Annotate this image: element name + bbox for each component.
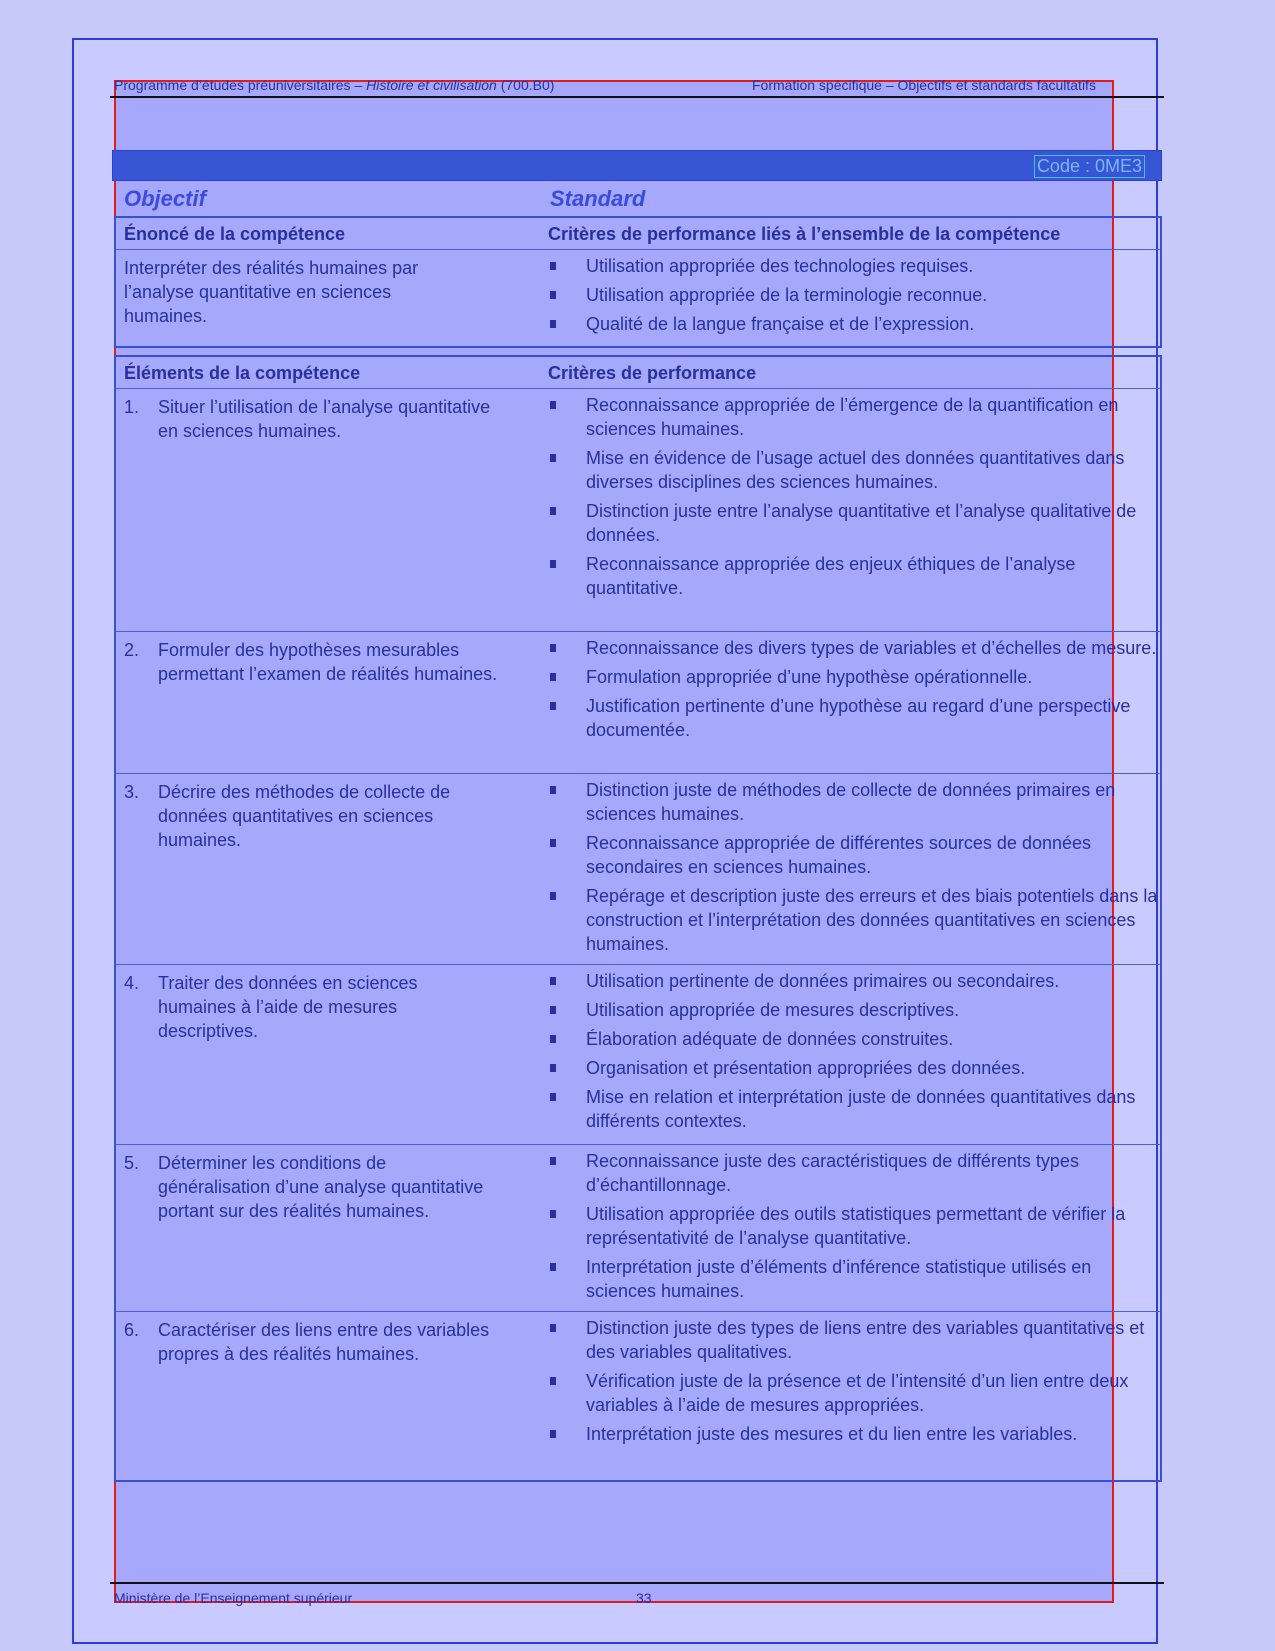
element-criteria — [548, 1316, 1158, 1451]
criterion-item: Utilisation appropriée des outils statistiques permettant de vérifier la représentativité de l’analyse quantitative. — [548, 1202, 1158, 1250]
competence-table — [114, 216, 1162, 348]
element-row — [116, 965, 1160, 1145]
element-number: 2. — [124, 640, 140, 660]
criterion-item: Utilisation appropriée de mesures descriptives. — [548, 998, 1158, 1022]
element-row — [116, 774, 1160, 965]
element-text: Situer l’utilisation de l’analyse quantitative en sciences humaines. — [158, 397, 491, 441]
footer-ministry: Ministère de l’Enseignement supérieur — [114, 1590, 353, 1606]
element-number: 3. — [124, 782, 140, 802]
element-criteria — [548, 969, 1158, 1138]
elements-header-row — [116, 357, 1160, 389]
page-number: 33 — [636, 1590, 652, 1606]
element-criteria — [548, 393, 1158, 605]
criterion-item: Interprétation juste des mesures et du lien entre les variables. — [548, 1422, 1158, 1446]
competence-statement-heading: Énoncé de la compétence — [124, 224, 346, 244]
criterion-item: Mise en évidence de l’usage actuel des données quantitatives dans diverses disciplines des sciences humaines. — [548, 446, 1158, 494]
code-bar — [112, 150, 1162, 181]
competence-row: Interpréter des réalités humaines par l’analyse quantitative en sciences humaines. Utilisation appropriée des technologies requises. Utilisation appropriée de la terminologie reconnue. Qualité de la langue française et de l’expression. — [116, 250, 1160, 346]
competence-header-row — [116, 218, 1160, 250]
criterion-item: Reconnaissance juste des caractéristiques de différents types d’échantillonnage. — [548, 1149, 1158, 1197]
criterion-item: Mise en relation et interprétation juste de données quantitatives dans différents contextes. — [548, 1085, 1158, 1133]
criterion-item: Vérification juste de la présence et de l’intensité d’un lien entre deux variables à l’aide de mesures appropriées. — [548, 1369, 1158, 1417]
criterion-item: Interprétation juste d’éléments d’inférence statistique utilisés en sciences humaines. — [548, 1255, 1158, 1303]
element-row — [116, 632, 1160, 774]
criterion-item: Repérage et description juste des erreurs et des biais potentiels dans la construction et l’interprétation des données quantitatives en sciences humaines. — [548, 884, 1158, 956]
criterion-item: Distinction juste des types de liens entre des variables quantitatives et des variables qualitatives. — [548, 1316, 1158, 1364]
criterion-item: Qualité de la langue française et de l’expression. — [548, 312, 1158, 336]
criterion-item: Distinction juste de méthodes de collecte de données primaires en sciences humaines. — [548, 778, 1158, 826]
criterion-item: Justification pertinente d’une hypothèse au regard d’une perspective documentée. — [548, 694, 1158, 742]
element-text: Décrire des méthodes de collecte de données quantitatives en sciences humaines. — [158, 782, 451, 850]
objective-title: Objectif — [124, 186, 206, 211]
criterion-item: Distinction juste entre l’analyse quantitative et l’analyse qualitative de données. — [548, 499, 1158, 547]
elements-heading: Éléments de la compétence — [124, 363, 361, 383]
competency-code: Code : 0ME3 — [1034, 155, 1145, 178]
standard-title: Standard — [550, 186, 646, 211]
running-header-right: Formation spécifique – Objectifs et standards facultatifs — [752, 77, 1096, 93]
criterion-item: Reconnaissance appropriée des enjeux éthiques de l’analyse quantitative. — [548, 552, 1158, 600]
element-text: Formuler des hypothèses mesurables permettant l’examen de réalités humaines. — [158, 640, 498, 684]
element-number: 5. — [124, 1153, 140, 1173]
element-number: 1. — [124, 397, 140, 417]
element-row — [116, 1145, 1160, 1312]
element-criteria — [548, 636, 1158, 747]
criterion-item: Utilisation appropriée des technologies requises. — [548, 254, 1158, 278]
criterion-item: Élaboration adéquate de données construites. — [548, 1027, 1158, 1051]
element-number: 6. — [124, 1320, 140, 1340]
criterion-item: Formulation appropriée d’une hypothèse opérationnelle. — [548, 665, 1158, 689]
element-text: Déterminer les conditions de généralisation d’une analyse quantitative portant sur des réalités humaines. — [158, 1153, 484, 1221]
element-text: Caractériser des liens entre des variables propres à des réalités humaines. — [158, 1320, 490, 1364]
competence-criteria-heading: Critères de performance liés à l’ensemble de la compétence — [548, 224, 1061, 244]
criterion-item: Organisation et présentation appropriées des données. — [548, 1056, 1158, 1080]
element-row — [116, 1312, 1160, 1480]
criterion-item: Utilisation appropriée de la terminologie reconnue. — [548, 283, 1158, 307]
header-rule — [110, 96, 1164, 98]
footer-rule — [110, 1582, 1164, 1584]
elements-table — [114, 355, 1162, 1482]
criterion-item: Utilisation pertinente de données primaires ou secondaires. — [548, 969, 1158, 993]
element-row — [116, 389, 1160, 632]
element-text: Traiter des données en sciences humaines à l’aide de mesures descriptives. — [158, 973, 418, 1041]
criterion-item: Reconnaissance appropriée de différentes sources de données secondaires en sciences humaines. — [548, 831, 1158, 879]
competence-criteria — [548, 254, 1158, 341]
criterion-item: Reconnaissance appropriée de l’émergence de la quantification en sciences humaines. — [548, 393, 1158, 441]
criterion-item: Reconnaissance des divers types de variables et d’échelles de mesure. — [548, 636, 1158, 660]
running-header-left: Programme d’études préuniversitaires – Histoire et civilisation (700.B0) — [114, 77, 555, 93]
elements-criteria-heading: Critères de performance — [548, 363, 757, 383]
element-number: 4. — [124, 973, 140, 993]
element-criteria — [548, 778, 1158, 961]
element-criteria — [548, 1149, 1158, 1308]
